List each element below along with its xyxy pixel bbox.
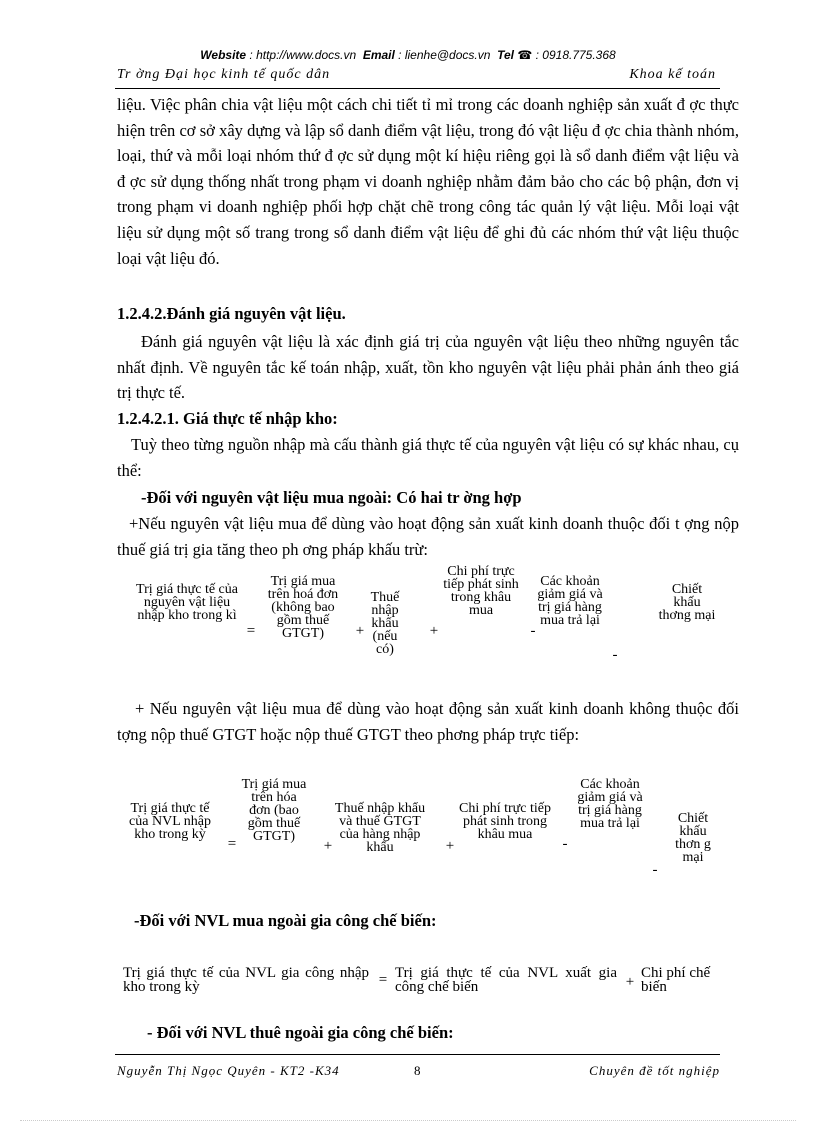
formula1-minus-1: -	[530, 623, 536, 639]
formula-khau-tru	[117, 565, 739, 690]
formula2-term-6: Chiết khấu thơn g mại	[675, 811, 711, 865]
formula3-equals: =	[378, 972, 388, 988]
formula1-term-3: Thuế nhập khẩu (nếu có)	[370, 590, 400, 657]
formula2-term-4: Chi phí trực tiếp phát sinh trong khâu mua	[459, 801, 551, 842]
heading-1-2-4-2-1: 1.2.4.2.1. Giá thực tế nhập kho:	[117, 409, 338, 428]
body-paragraph-2: Đánh giá nguyên vật liệu là xác định giá trị của nguyên vật liệu theo những nguyên tắc nhất định. Về nguyên tắc kế toán nhập, xuất, tồn kho nguyên vật liệu phải phản ánh theo giá trị thực tế.	[117, 332, 739, 403]
email-label: Email	[362, 48, 395, 62]
formula2-plus-2: +	[445, 838, 455, 854]
formula1-term-1: Trị giá thực tế của nguyên vật liệu nhập kho trong kì	[136, 582, 238, 623]
formula1-term-2: Trị giá mua trên hoá đơn (không bao gồm thuế GTGT)	[267, 574, 339, 641]
formula1-plus-2: +	[429, 623, 439, 639]
body-paragraph-1: liệu. Việc phân chia vật liệu một cách chi tiết tỉ mỉ trong các doanh nghiệp sản xuất đ ợc thực hiện trên cơ sở xây dựng và lập sổ danh điểm vật liệu, trong đó vật liệu đ ợc chia thành nhóm, loại, thứ và mỗi loại nhóm thứ đ ợc sử dụng một kí hiệu riêng gọi là sổ danh điểm vật liệu và đ ợc sử dụng thống nhất trong phạm vi doanh nghiệp nhằm đảm bảo cho các bộ phận, đơn vị trong phạm vi doanh nghiệp phối hợp chặt chẽ trong công tác quản lý vật liệu. Mỗi loại vật liệu sử dụng một số trang trong sổ danh điểm vật liệu để ghi đủ các nhóm thứ vật liệu thuộc loại vật liệu đó.	[117, 95, 739, 268]
formula2-plus-1: +	[323, 838, 333, 854]
formula2-term-5: Các khoản giảm giá và trị giá hàng mua trả lại	[577, 777, 643, 831]
website-label: Website	[200, 48, 247, 62]
formula3-plus: +	[625, 974, 635, 990]
formula2-term-2: Trị giá mua trên hóa đơn (bao gồm thuế GTGT)	[241, 777, 307, 844]
page-number: 8	[414, 1063, 422, 1078]
formula1-equals: =	[246, 623, 256, 639]
formula1-minus-2: -	[612, 647, 618, 663]
formula3-term-1: Trị giá thực tế của NVL gia công nhập kho trong kỳ	[123, 965, 369, 995]
body-paragraph-4: +Nếu nguyên vật liệu mua để dùng vào hoạt động sản xuất kinh doanh thuộc đối t ợng nộp thuế giá trị gia tăng theo ph ơng pháp khấu trừ:	[117, 514, 739, 559]
formula2-minus-2: -	[652, 862, 658, 878]
body-paragraph-3: Tuỳ theo từng nguồn nhập mà cấu thành giá thực tế của nguyên vật liệu có sự khác nhau, cụ thể:	[117, 435, 739, 480]
formula1-plus-1: +	[355, 623, 365, 639]
header-university: Tr ờng Đại học kinh tế quốc dân	[117, 67, 331, 82]
page-bottom-border	[20, 1120, 796, 1121]
formula1-term-6: Chiết khấu thơng mại	[658, 582, 716, 623]
website-banner	[0, 48, 816, 62]
formula1-term-5: Các khoản giảm giá và trị giá hàng mua trả lại	[537, 574, 603, 628]
header-rule	[115, 88, 720, 89]
footer-author: Nguyễn Thị Ngọc Quyên - KT2 -K34	[117, 1063, 340, 1078]
website-value[interactable]: : http://www.docs.vn	[249, 48, 357, 62]
formula-gia-cong	[117, 962, 739, 1002]
heading-mua-ngoai: -Đối với nguyên vật liệu mua ngoài: Có hai tr ờng hợp	[141, 488, 522, 507]
formula2-minus-1: -	[562, 836, 568, 852]
formula2-term-1: Trị giá thực tế của NVL nhập kho trong kỳ	[129, 801, 211, 842]
email-value[interactable]: : lienhe@docs.vn	[398, 48, 491, 62]
body-paragraph-5: + Nếu nguyên vật liệu mua để dùng vào hoạt động sản xuất kinh doanh không thuộc đối tợng nộp thuế GTGT hoặc nộp thuế GTGT theo phơng pháp trực tiếp:	[117, 699, 739, 744]
header-faculty: Khoa kế toán	[629, 67, 716, 82]
formula1-term-4: Chi phí trực tiếp phát sinh trong khâu mua	[443, 564, 519, 618]
formula2-term-3: Thuế nhập khẩu và thuế GTGT của hàng nhập khẩu	[334, 801, 426, 855]
heading-1-2-4-2: 1.2.4.2.Đánh giá nguyên vật liệu.	[117, 304, 346, 323]
heading-gia-cong: -Đối với NVL mua ngoài gia công chế biến:	[134, 911, 437, 930]
heading-thue-ngoai: - Đối với NVL thuê ngoài gia công chế biến:	[147, 1023, 454, 1042]
phone-icon: ☎	[517, 48, 533, 62]
tel-value: : 0918.775.368	[535, 48, 616, 62]
formula3-term-3: Chi phí chế biến	[641, 965, 711, 995]
formula-truc-tiep	[117, 778, 739, 910]
tel-label: Tel	[497, 48, 514, 62]
formula3-term-2: Trị giá thực tế của NVL xuất gia công chế biến	[395, 965, 617, 995]
footer-title: Chuyên đề tốt nghiệp	[589, 1063, 720, 1078]
formula2-equals: =	[227, 836, 237, 852]
footer-rule	[115, 1054, 720, 1055]
